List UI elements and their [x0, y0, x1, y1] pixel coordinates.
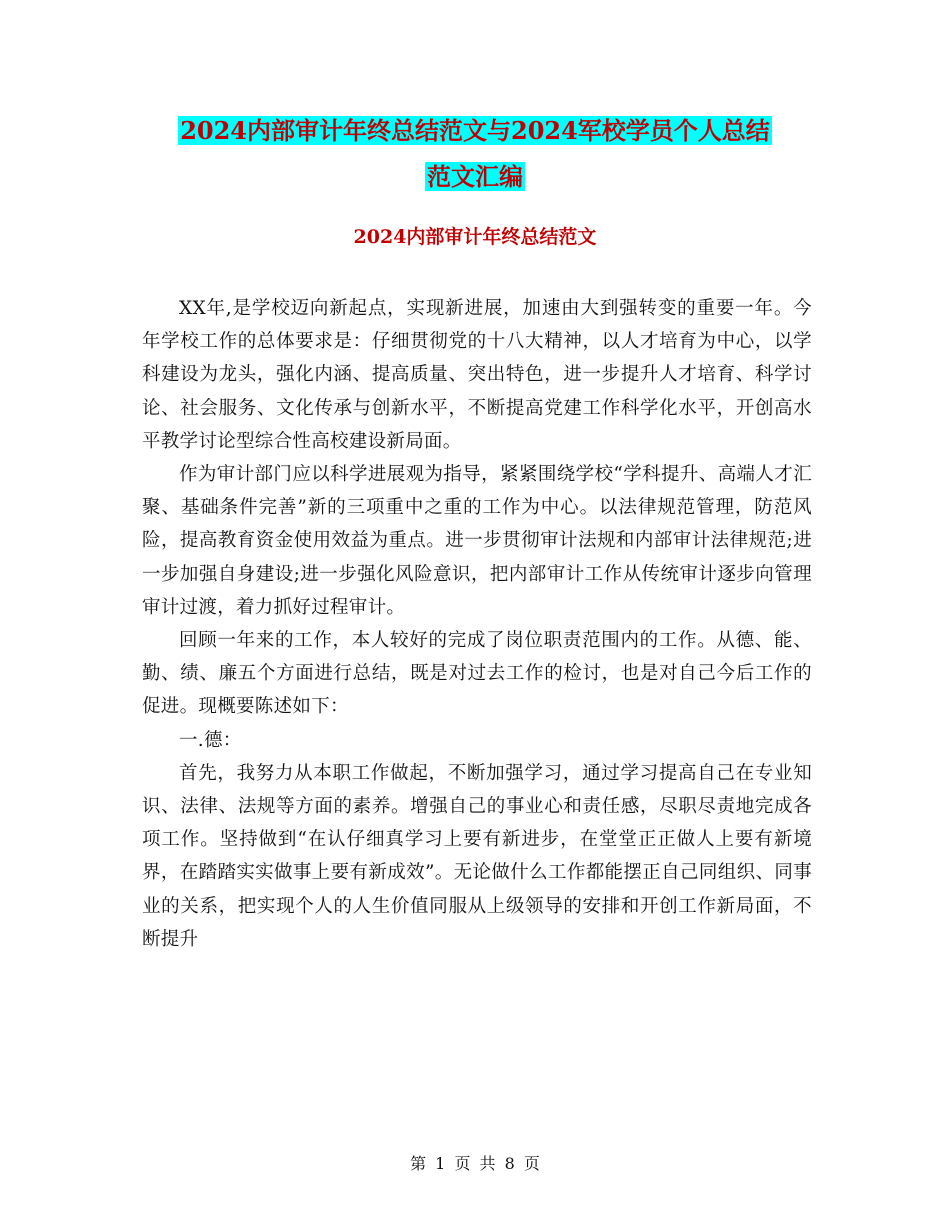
- body-paragraph: 一.德：: [179, 729, 242, 751]
- body-paragraph: 作为审计部门应以科学进展观为指导，紧紧围绕学校“学科提升、高端人才汇聚、基础条件完善”新的三项重中之重的工作为中心。以法律规范管理，防范风险，提高教育资金使用效益为重点。进一步贯彻审计法规和内部审计法律规范;进一步加强自身建设;进一步强化风险意识，把内部审计工作从传统审计逐步向管理审计过渡，着力抓好过程审计。: [142, 464, 812, 618]
- document-title-line-1: 2024内部审计年终总结范文与2024军校学员个人总结: [180, 116, 770, 145]
- section-title: 2024内部审计年终总结范文: [353, 226, 597, 248]
- page-number-footer: 第 1 页 共 8 页: [410, 1154, 540, 1173]
- document-title-line-2: 范文汇编: [427, 162, 523, 191]
- document-title: [130, 108, 820, 200]
- document-body: [142, 292, 812, 956]
- body-paragraph: 回顾一年来的工作，本人较好的完成了岗位职责范围内的工作。从德、能、勤、绩、廉五个方面进行总结，既是对过去工作的检讨，也是对自己今后工作的促进。现概要陈述如下：: [142, 630, 812, 718]
- body-paragraph: XX年,是学校迈向新起点，实现新进展，加速由大到强转变的重要一年。今年学校工作的总体要求是：仔细贯彻党的十八大精神，以人才培育为中心，以学科建设为龙头，强化内涵、提高质量、突出特色，进一步提升人才培育、科学讨论、社会服务、文化传承与创新水平，不断提高党建工作科学化水平，开创高水平教学讨论型综合性高校建设新局面。: [142, 298, 812, 452]
- body-paragraph: 首先，我努力从本职工作做起，不断加强学习，通过学习提高自己在专业知识、法律、法规等方面的素养。增强自己的事业心和责任感，尽职尽责地完成各项工作。坚持做到“在认仔细真学习上要有新进步，在堂堂正正做人上要有新境界，在踏踏实实做事上要有新成效”。无论做什么工作都能摆正自己同组织、同事业的关系，把实现个人的人生价值同服从上级领导的安排和开创工作新局面，不断提升: [142, 762, 812, 950]
